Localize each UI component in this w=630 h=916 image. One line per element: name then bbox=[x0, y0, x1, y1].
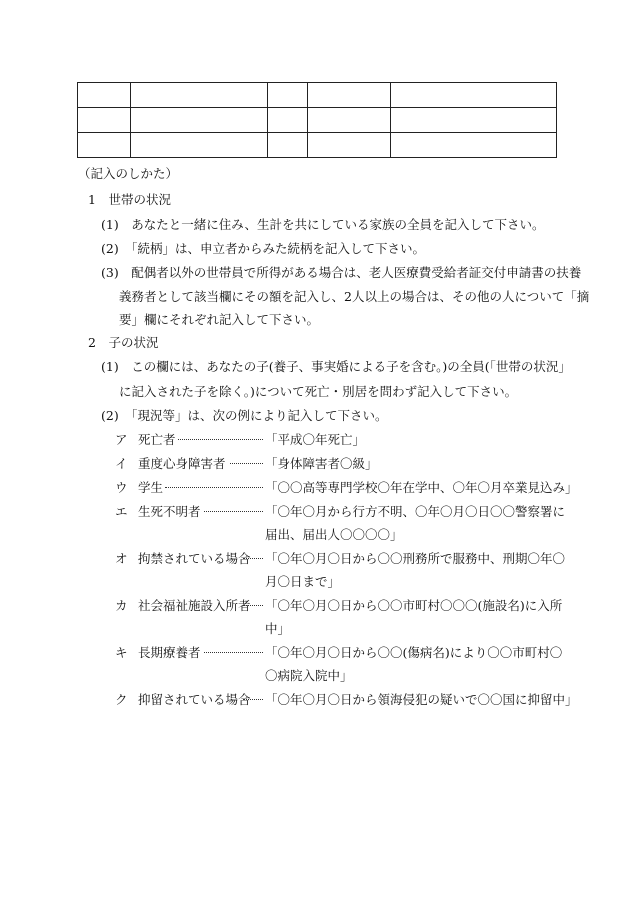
example-mark: ク bbox=[115, 692, 128, 707]
section-2-item-2: (2) 「現況等」は、次の例により記入して下さい。 bbox=[101, 408, 388, 423]
example-text: 「身体障害者〇級」 bbox=[265, 456, 378, 471]
household-table bbox=[77, 82, 557, 158]
table-row bbox=[78, 133, 557, 158]
example-mark: ウ bbox=[115, 480, 128, 495]
example-mark: ア bbox=[115, 432, 128, 447]
section-2-item-1-line-1: (1) この欄には、あなたの子(養子、事実婚による子を含む。)の全員(「世帯の状況」 bbox=[101, 359, 571, 374]
example-label: 長期療養者 bbox=[138, 645, 201, 660]
example-text-continued: 〇病院入院中」 bbox=[265, 668, 353, 683]
example-text: 「〇年〇月〇日から〇〇(傷病名)により〇〇市町村〇 bbox=[265, 645, 563, 660]
instructions-heading: （記入のしかた） bbox=[78, 166, 179, 181]
section-1-title: 1 世帯の状況 bbox=[88, 192, 171, 207]
example-text-continued: 中」 bbox=[265, 621, 291, 636]
example-label: 死亡者 bbox=[138, 432, 176, 447]
table-cell[interactable] bbox=[78, 133, 131, 158]
example-mark: エ bbox=[115, 504, 128, 519]
table-cell[interactable] bbox=[308, 83, 391, 108]
leader-dots bbox=[178, 439, 263, 440]
section-2-item-1-line-2: に記入された子を除く。)について死亡・別居を問わず記入して下さい。 bbox=[119, 384, 518, 399]
example-text: 「平成〇年死亡」 bbox=[265, 432, 366, 447]
table-cell[interactable] bbox=[131, 108, 268, 133]
example-text: 「〇年〇月〇日から〇〇刑務所で服務中、刑期〇年〇 bbox=[265, 551, 566, 566]
table-cell[interactable] bbox=[391, 133, 557, 158]
table-cell[interactable] bbox=[391, 83, 557, 108]
example-label: 学生 bbox=[138, 480, 164, 495]
leader-dots bbox=[204, 652, 263, 653]
example-text-continued: 届出、届出人〇〇〇〇」 bbox=[265, 527, 403, 542]
example-text: 「〇〇高等専門学校〇年在学中、〇年〇月卒業見込み」 bbox=[265, 480, 578, 495]
table-row bbox=[78, 83, 557, 108]
table-cell[interactable] bbox=[308, 133, 391, 158]
leader-dots bbox=[243, 605, 263, 606]
section-1-item-3-line-1: (3) 配偶者以外の世帯員で所得がある場合は、老人医療費受給者証交付申請書の扶養 bbox=[101, 265, 582, 280]
section-1-item-1: (1) あなたと一緒に住み、生計を共にしている家族の全員を記入して下さい。 bbox=[101, 217, 545, 232]
table-cell[interactable] bbox=[78, 83, 131, 108]
example-label: 生死不明者 bbox=[138, 504, 201, 519]
example-text: 「〇年〇月〇日から領海侵犯の疑いで〇〇国に抑留中」 bbox=[265, 692, 578, 707]
table-cell[interactable] bbox=[78, 108, 131, 133]
example-mark: キ bbox=[115, 645, 128, 660]
example-label: 拘禁されている場合 bbox=[138, 551, 251, 566]
table-cell[interactable] bbox=[268, 83, 308, 108]
table-cell[interactable] bbox=[131, 133, 268, 158]
example-label: 社会福祉施設入所者 bbox=[138, 598, 251, 613]
example-mark: イ bbox=[115, 456, 128, 471]
section-1-item-2: (2) 「続柄」は、申立者からみた続柄を記入して下さい。 bbox=[101, 241, 425, 256]
example-mark: カ bbox=[115, 598, 128, 613]
example-mark: オ bbox=[115, 551, 128, 566]
leader-dots bbox=[243, 558, 263, 559]
leader-dots bbox=[165, 487, 263, 488]
table-cell[interactable] bbox=[131, 83, 268, 108]
section-2-title: 2 子の状況 bbox=[88, 335, 159, 350]
example-label: 重度心身障害者 bbox=[138, 456, 226, 471]
section-1-item-3-line-2: 義務者として該当欄にその額を記入し、2人以上の場合は、その他の人について「摘 bbox=[119, 289, 590, 304]
table-cell[interactable] bbox=[308, 108, 391, 133]
table-cell[interactable] bbox=[391, 108, 557, 133]
example-text-continued: 月〇日まで」 bbox=[265, 574, 341, 589]
example-text: 「〇年〇月〇日から〇〇市町村〇〇〇(施設名)に入所 bbox=[265, 598, 563, 613]
section-1-item-3-line-3: 要」欄にそれぞれ記入して下さい。 bbox=[119, 312, 320, 327]
leader-dots bbox=[230, 463, 263, 464]
table-cell[interactable] bbox=[268, 133, 308, 158]
table-row bbox=[78, 108, 557, 133]
leader-dots bbox=[243, 699, 263, 700]
example-label: 抑留されている場合 bbox=[138, 692, 251, 707]
leader-dots bbox=[204, 511, 263, 512]
example-text: 「〇年〇月から行方不明、〇年〇月〇日〇〇警察署に bbox=[265, 504, 566, 519]
table-cell[interactable] bbox=[268, 108, 308, 133]
